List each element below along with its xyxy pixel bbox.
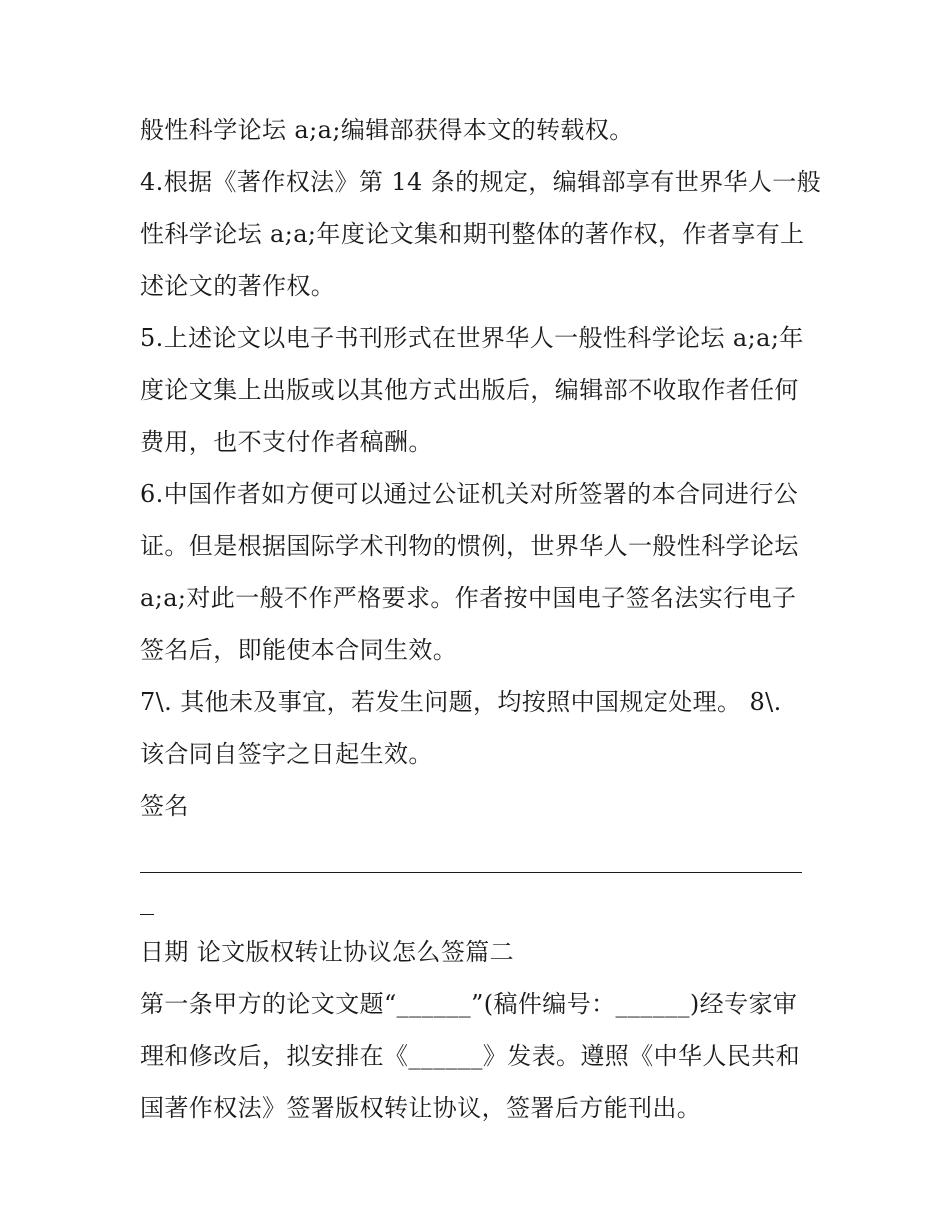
signature-line-wrap: [140, 884, 810, 926]
text-line: 该合同自签字之日起生效。: [140, 740, 433, 768]
text-line: 费用，也不支付作者稿酬。: [140, 428, 433, 456]
signature-line: [140, 832, 810, 884]
text-line: 性科学论坛 a;a;年度论文集和期刊整体的著作权，作者享有上: [140, 220, 805, 248]
text-line: 7\. 其他未及事宜，若发生问题，均按照中国规定处理。 8\.: [140, 688, 782, 716]
signature-underline-tail: [140, 914, 154, 915]
text-line: 述论文的著作权。: [140, 272, 336, 300]
signature-underline: [140, 872, 802, 873]
text-line: 般性科学论坛 a;a;编辑部获得本文的转载权。: [140, 116, 634, 144]
signature-label: 签名: [140, 792, 189, 820]
text-line: 度论文集上出版或以其他方式出版后，编辑部不收取作者任何: [140, 376, 799, 404]
date-heading-line: 日期 论文版权转让协议怎么签篇二: [140, 938, 515, 966]
text-line: 4.根据《著作权法》第 14 条的规定，编辑部享有世界华人一般: [140, 168, 822, 196]
text-line: 5.上述论文以电子书刊形式在世界华人一般性科学论坛 a;a;年: [140, 324, 804, 352]
text-line: 6.中国作者如方便可以通过公证机关对所签署的本合同进行公: [140, 480, 799, 508]
text-line: 国著作权法》签署版权转让协议，签署后方能刊出。: [140, 1094, 702, 1122]
text-line: a;a;对此一般不作严格要求。作者按中国电子签名法实行电子: [140, 584, 797, 612]
text-line: 第一条甲方的论文文题“______”(稿件编号：______)经专家审: [140, 990, 798, 1018]
text-line: 签名后，即能使本合同生效。: [140, 636, 458, 664]
text-line: 证。但是根据国际学术刊物的惯例，世界华人一般性科学论坛: [140, 532, 799, 560]
document-body: [140, 104, 822, 1134]
text-line: 理和修改后，拟安排在《______》发表。遵照《中华人民共和: [140, 1042, 800, 1070]
